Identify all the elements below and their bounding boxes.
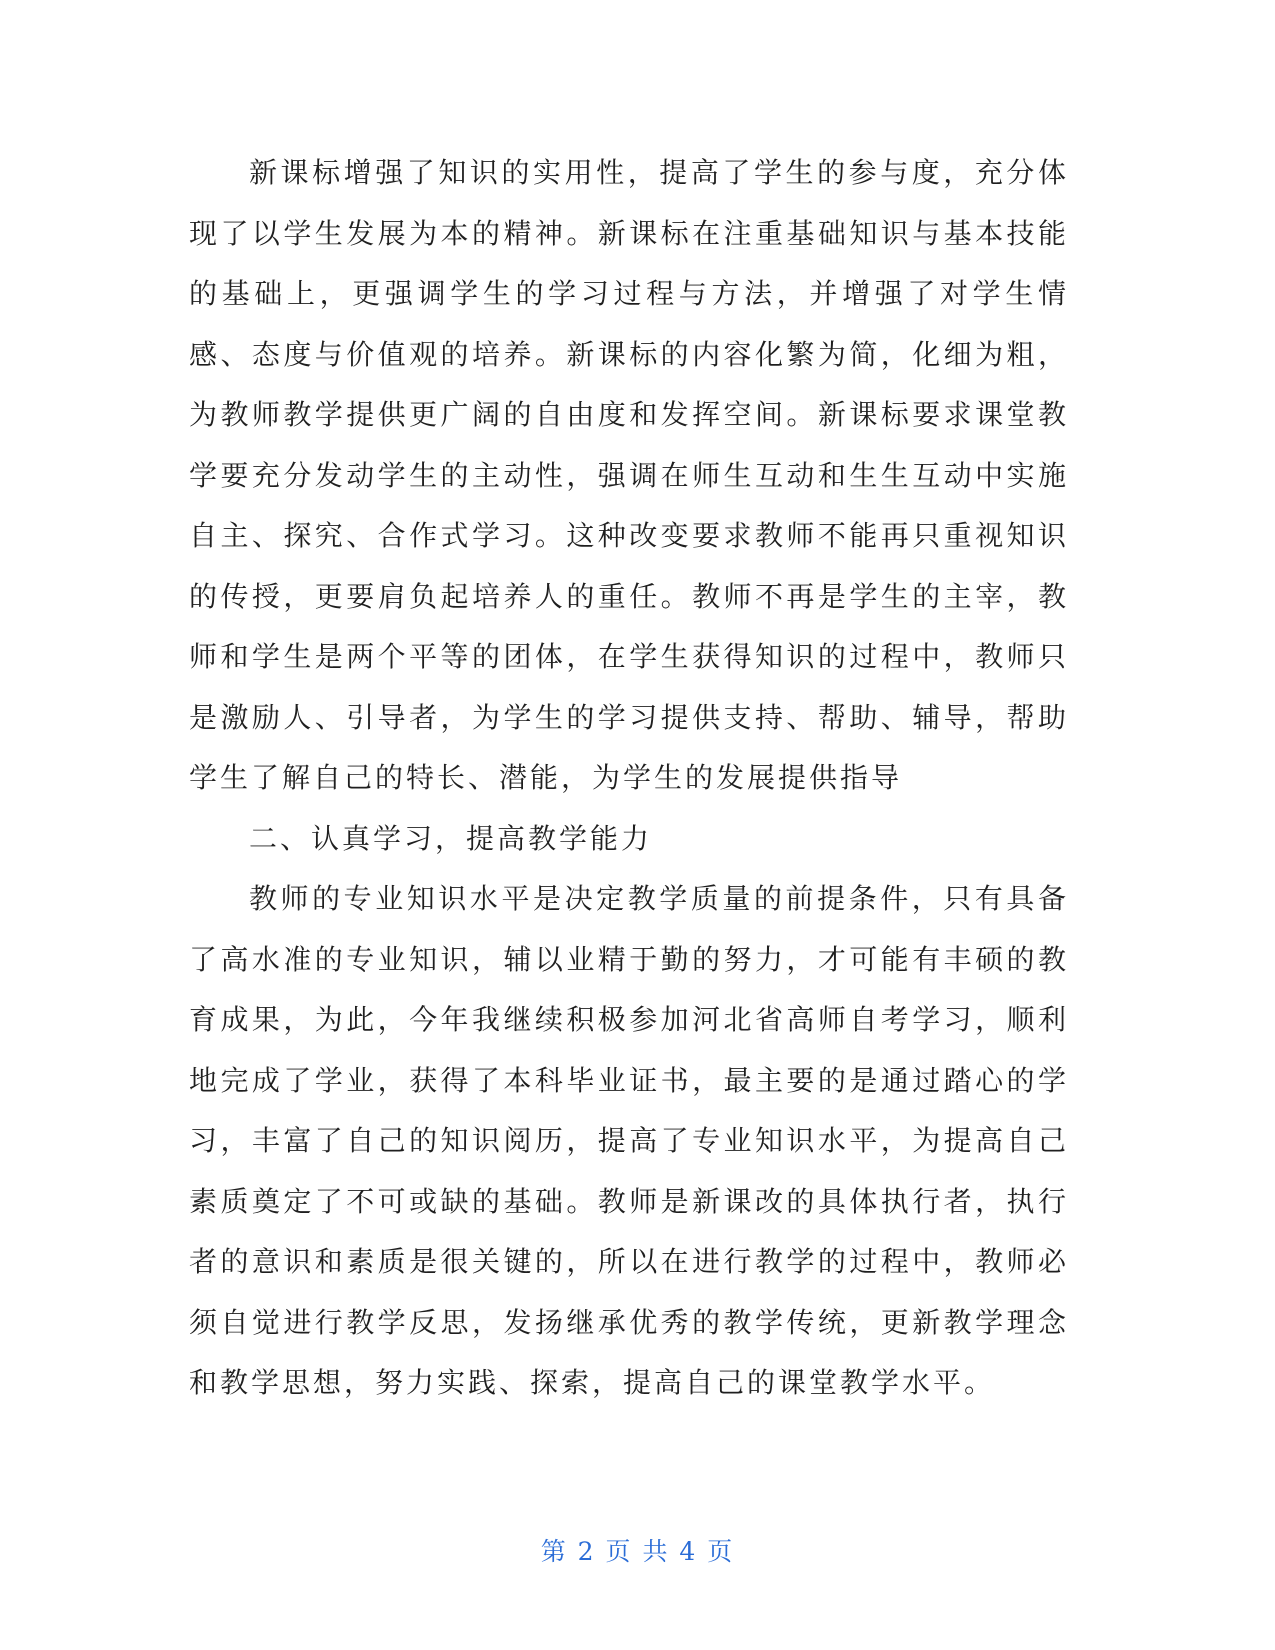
document-body — [189, 143, 1069, 1414]
footer-total-pages: 4 — [679, 1537, 698, 1566]
footer-suffix: 页 — [707, 1537, 735, 1566]
footer-current-page: 2 — [577, 1537, 596, 1566]
body-paragraph-1: 新课标增强了知识的实用性，提高了学生的参与度，充分体现了以学生发展为本的精神。新课标在注重基础知识与基本技能的基础上，更强调学生的学习过程与方法，并增强了对学生情感、态度与价值观的培养。新课标的内容化繁为简，化细为粗，为教师教学提供更广阔的自由度和发挥空间。新课标要求课堂教学要充分发动学生的主动性，强调在师生互动和生生互动中实施自主、探究、合作式学习。这种改变要求教师不能再只重视知识的传授，更要肩负起培养人的重任。教师不再是学生的主宰，教师和学生是两个平等的团体，在学生获得知识的过程中，教师只是激励人、引导者，为学生的学习提供支持、帮助、辅导，帮助学生了解自己的特长、潜能，为学生的发展提供指导 — [189, 156, 1069, 794]
footer-middle: 页 共 — [605, 1537, 670, 1566]
footer-prefix: 第 — [540, 1537, 568, 1566]
section-heading-2: 二、认真学习，提高教学能力 — [249, 821, 653, 855]
body-paragraph-2: 教师的专业知识水平是决定教学质量的前提条件，只有具备了高水准的专业知识，辅以业精于勤的努力，才可能有丰硕的教育成果，为此，今年我继续积极参加河北省高师自考学习，顺利地完成了学业，获得了本科毕业证书，最主要的是通过踏心的学习，丰富了自己的知识阅历，提高了专业知识水平，为提高自己素质奠定了不可或缺的基础。教师是新课改的具体执行者，执行者的意识和素质是很关键的，所以在进行教学的过程中，教师必须自觉进行教学反思，发扬继承优秀的教学传统，更新教学理念和教学思想，努力实践、探索，提高自己的课堂教学水平。 — [189, 882, 1069, 1399]
page-footer — [0, 1532, 1275, 1568]
